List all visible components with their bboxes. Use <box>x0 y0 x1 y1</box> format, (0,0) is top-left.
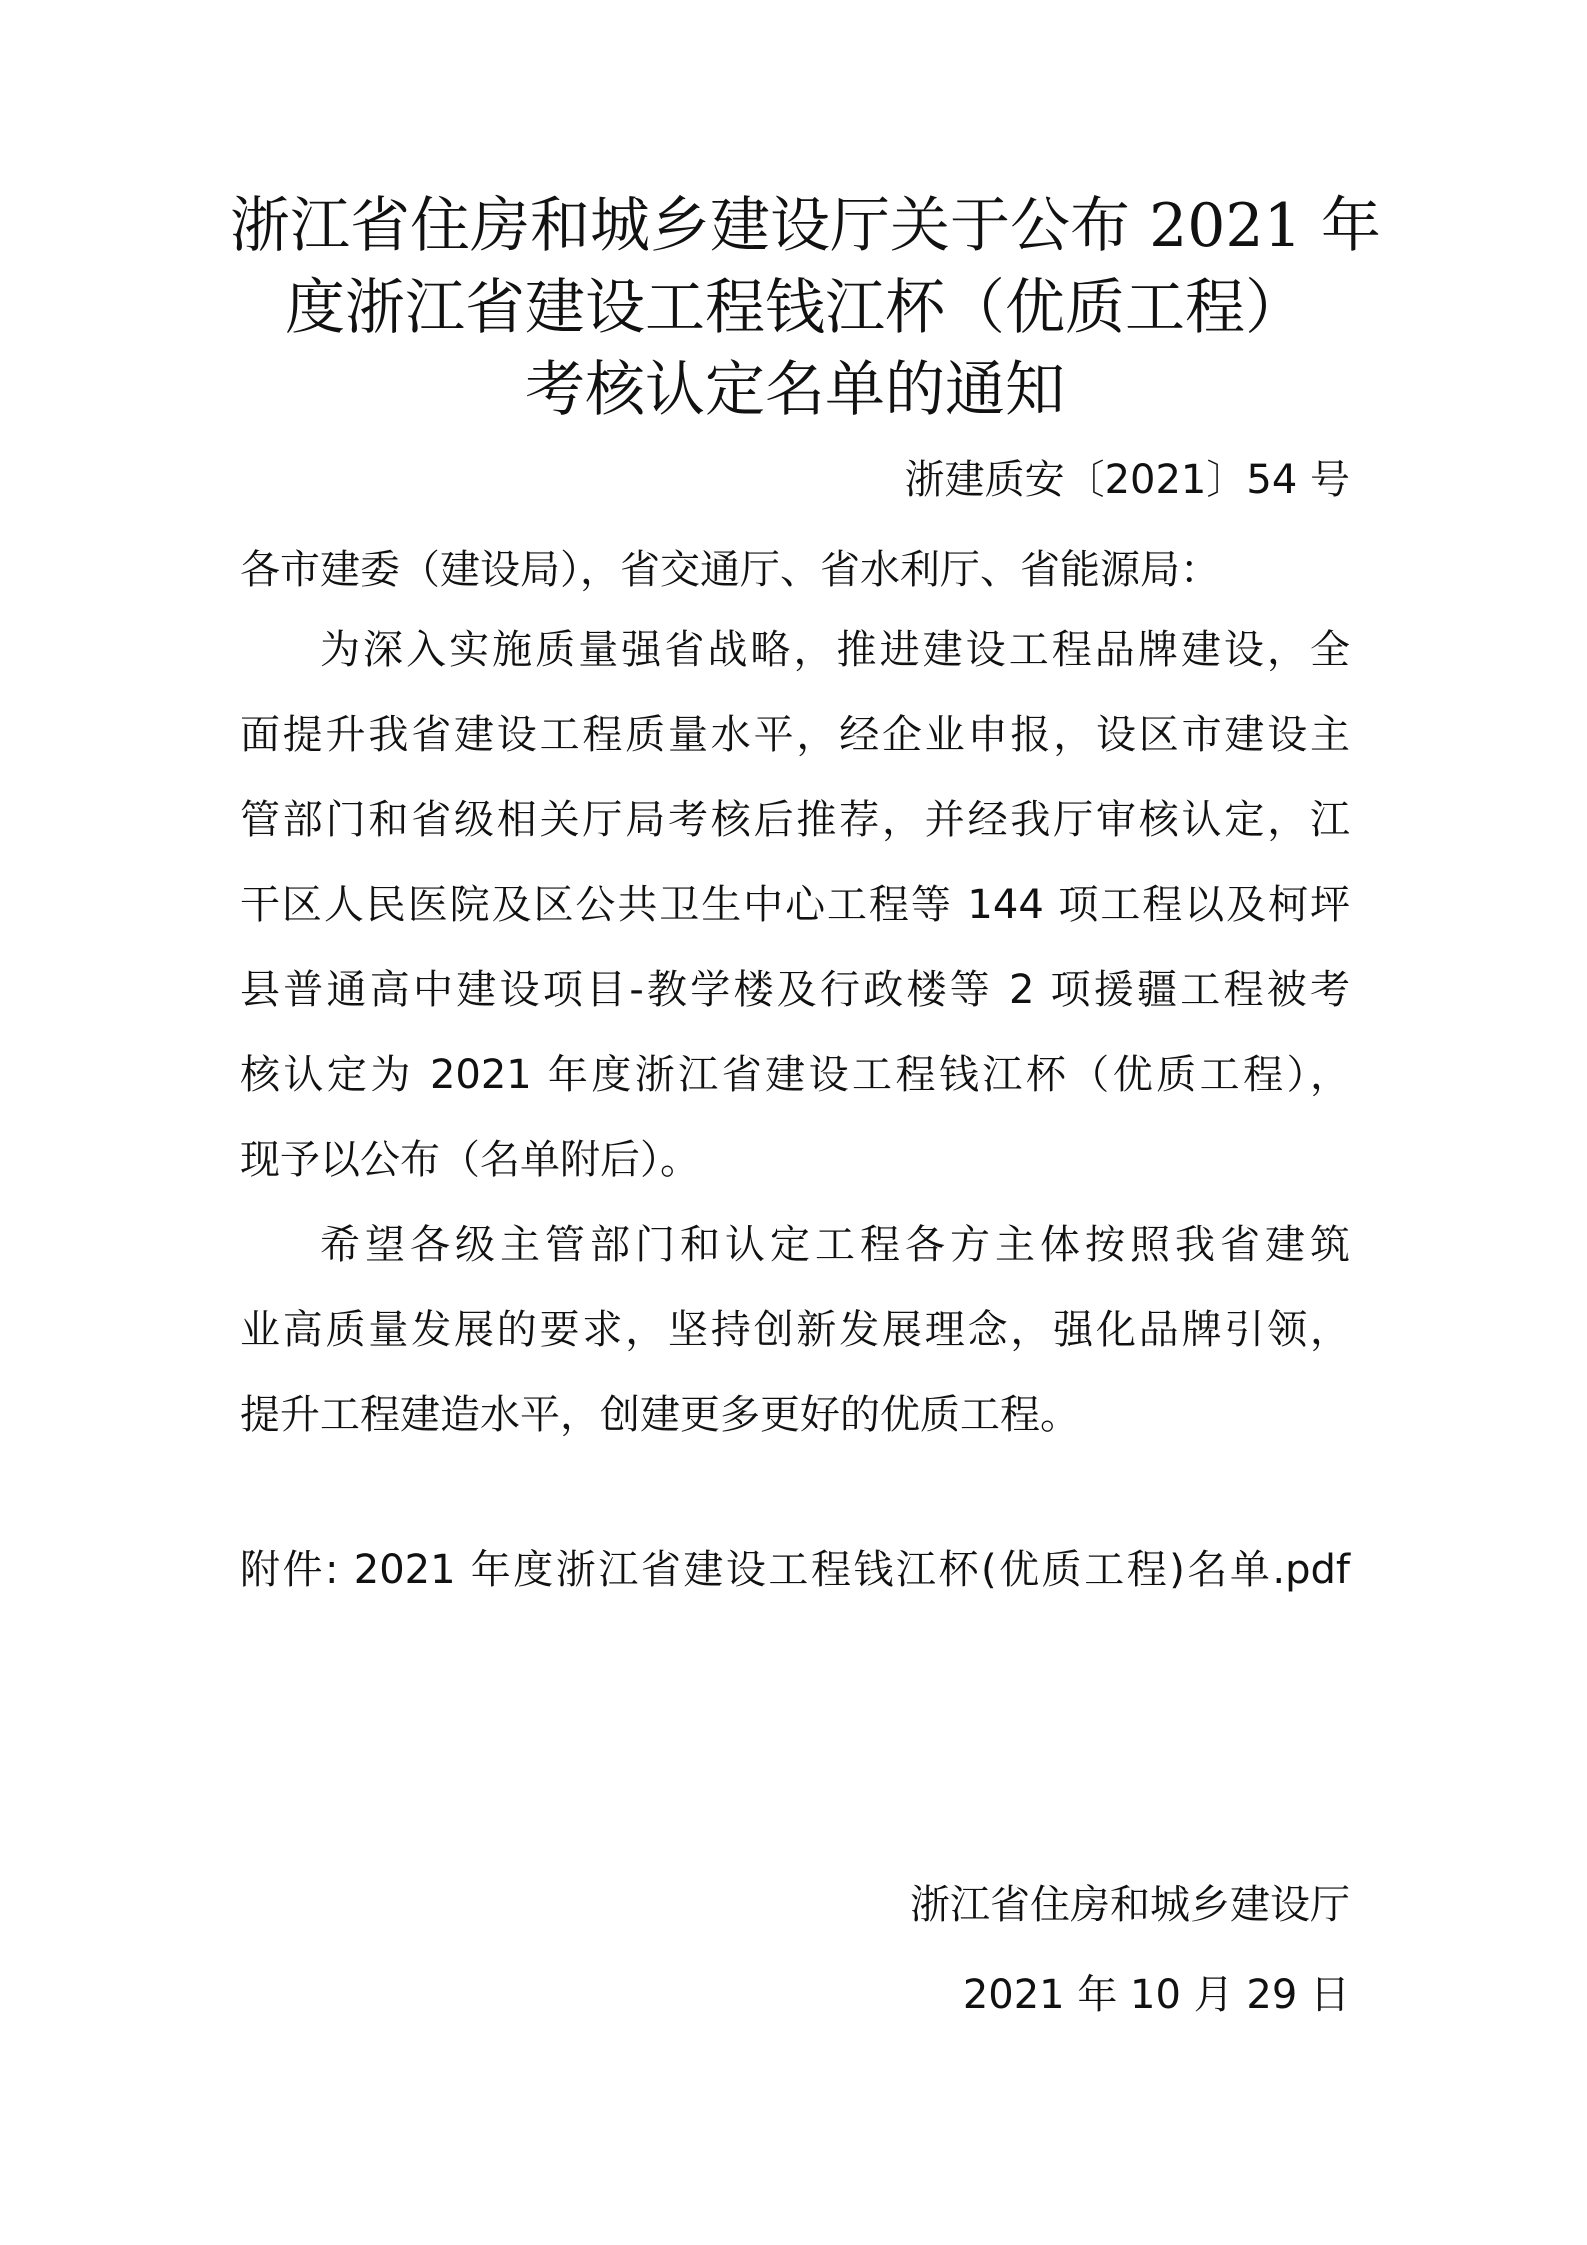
issuer-name: 浙江省住房和城乡建设厅 <box>910 1882 1350 1928</box>
document-title <box>230 185 1381 431</box>
paragraph1-line-6: 核认定为 2021 年度浙江省建设工程钱江杯（优质工程）， <box>240 1052 1350 1098</box>
document-number: 浙建质安〔2021〕54 号 <box>904 457 1350 503</box>
paragraph1-line-5: 县普通高中建设项目-教学楼及行政楼等 2 项援疆工程被考 <box>240 967 1350 1013</box>
paragraph2-line-1: 希望各级主管部门和认定工程各方主体按照我省建筑 <box>320 1222 1350 1268</box>
attachment-link[interactable]: 附件: 2021 年度浙江省建设工程钱江杯(优质工程)名单.pdf <box>240 1547 1350 1593</box>
addressee: 各市建委（建设局），省交通厅、省水利厅、省能源局： <box>240 547 1220 593</box>
title-line-1: 浙江省住房和城乡建设厅关于公布 2021 年 <box>230 191 1381 261</box>
issue-date: 2021 年 10 月 29 日 <box>962 1972 1350 2018</box>
paragraph2-line-3: 提升工程建造水平，创建更多更好的优质工程。 <box>240 1392 1080 1438</box>
paragraph1-line-2: 面提升我省建设工程质量水平，经企业申报，设区市建设主 <box>240 712 1350 758</box>
paragraph2-line-2: 业高质量发展的要求，坚持创新发展理念，强化品牌引领， <box>240 1307 1350 1353</box>
paragraph1-line-7: 现予以公布（名单附后）。 <box>240 1137 700 1183</box>
title-line-3: 考核认定名单的通知 <box>525 355 1065 425</box>
paragraph1-line-1: 为深入实施质量强省战略，推进建设工程品牌建设，全 <box>320 627 1350 673</box>
title-line-2: 度浙江省建设工程钱江杯（优质工程） <box>285 273 1305 343</box>
paragraph1-line-4: 干区人民医院及区公共卫生中心工程等 144 项工程以及柯坪 <box>240 882 1350 928</box>
paragraph1-line-3: 管部门和省级相关厅局考核后推荐，并经我厅审核认定，江 <box>240 797 1350 843</box>
